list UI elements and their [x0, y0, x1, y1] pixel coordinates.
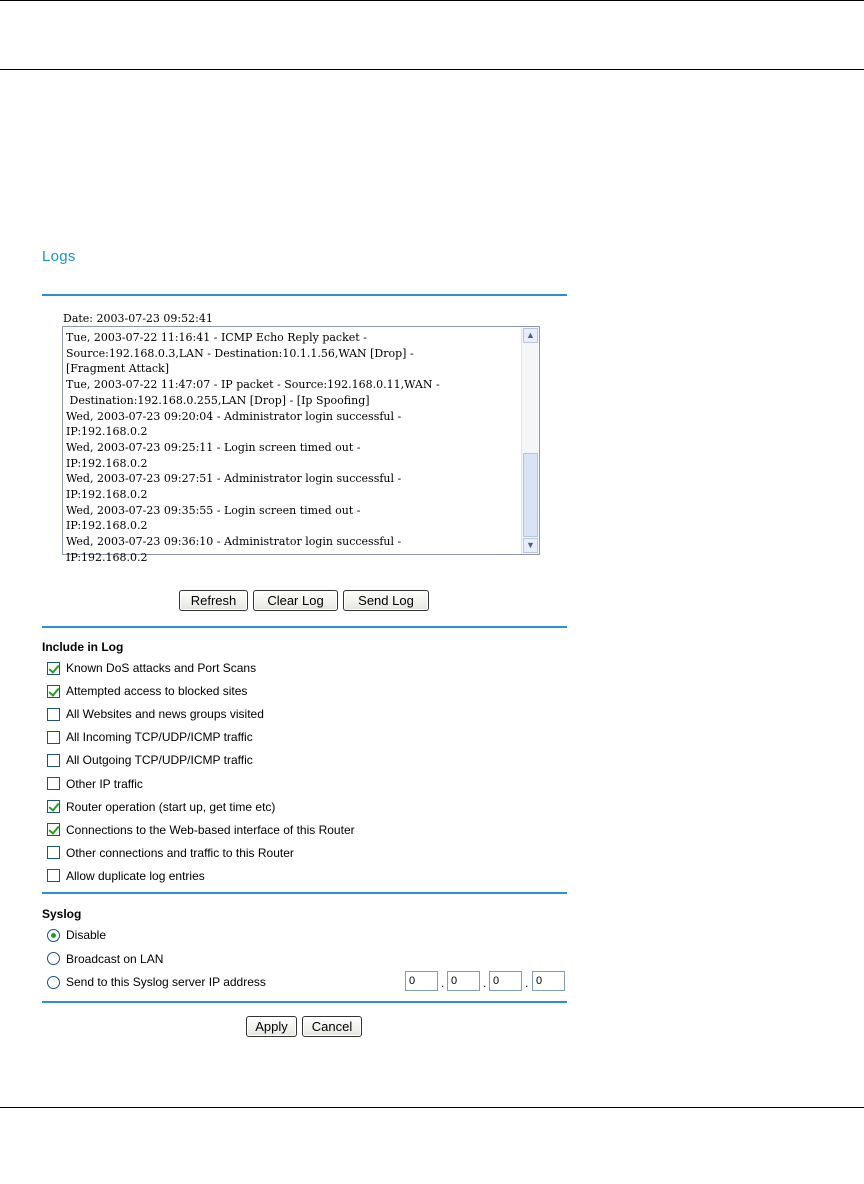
- checkbox-unchecked[interactable]: [47, 846, 60, 859]
- option-label: All Outgoing TCP/UDP/ICMP traffic: [66, 753, 253, 768]
- option-label: Other connections and traffic to this Router: [66, 845, 294, 860]
- radio-unselected[interactable]: [47, 952, 60, 965]
- log-textarea[interactable]: [62, 326, 540, 564]
- cancel-button[interactable]: Cancel: [302, 1016, 362, 1037]
- log-date: Date: 2003-07-23 09:52:41: [63, 312, 213, 325]
- syslog-heading: Syslog: [42, 907, 82, 921]
- checkbox-unchecked[interactable]: [47, 754, 60, 767]
- ip-octet-1[interactable]: 0: [405, 971, 438, 991]
- title-divider: [42, 294, 567, 296]
- send-log-button[interactable]: Send Log: [343, 590, 429, 611]
- checkbox-unchecked[interactable]: [47, 708, 60, 721]
- option-label: Router operation (start up, get time etc): [66, 799, 276, 814]
- scroll-thumb[interactable]: [523, 453, 538, 537]
- log-line: IP:192.168.0.2: [66, 550, 148, 564]
- checkbox-unchecked[interactable]: [47, 731, 60, 744]
- include-option[interactable]: [47, 660, 256, 676]
- syslog-option[interactable]: [47, 974, 266, 990]
- log-line: Wed, 2003-07-23 09:36:10 - Administrator login successful -: [66, 535, 402, 549]
- checkbox-checked[interactable]: [47, 685, 60, 698]
- option-label: Connections to the Web-based interface of this Router: [66, 822, 355, 837]
- clear-log-button[interactable]: Clear Log: [253, 590, 338, 611]
- refresh-button[interactable]: Refresh: [179, 590, 248, 611]
- include-option[interactable]: [47, 799, 275, 815]
- include-option[interactable]: [47, 706, 264, 722]
- log-line: Wed, 2003-07-23 09:25:11 - Login screen timed out -: [66, 440, 361, 454]
- option-label: Attempted access to blocked sites: [66, 684, 248, 699]
- option-label: Broadcast on LAN: [66, 951, 164, 966]
- include-option[interactable]: [47, 845, 294, 861]
- log-line: Destination:192.168.0.255,LAN [Drop] - [Ip Spoofing]: [66, 393, 370, 407]
- log-line: IP:192.168.0.2: [66, 456, 148, 470]
- include-option[interactable]: [47, 776, 143, 792]
- include-option[interactable]: [47, 822, 355, 838]
- checkbox-unchecked[interactable]: [47, 869, 60, 882]
- syslog-option[interactable]: [47, 951, 163, 967]
- section-divider: [42, 1001, 567, 1003]
- option-label: All Incoming TCP/UDP/ICMP traffic: [66, 730, 253, 745]
- radio-selected[interactable]: [47, 929, 60, 942]
- option-label: Other IP traffic: [66, 776, 143, 791]
- radio-unselected[interactable]: [47, 976, 60, 989]
- checkbox-checked[interactable]: [47, 823, 60, 836]
- ip-separator: .: [441, 976, 445, 990]
- page-title: Logs: [42, 248, 76, 265]
- apply-button[interactable]: Apply: [246, 1016, 297, 1037]
- scroll-down-icon[interactable]: ▼: [523, 538, 538, 553]
- section-divider: [42, 892, 567, 894]
- syslog-option[interactable]: [47, 927, 106, 943]
- log-line: Tue, 2003-07-22 11:16:41 - ICMP Echo Reply packet -: [66, 331, 367, 344]
- option-label: Send to this Syslog server IP address: [66, 975, 266, 989]
- scroll-up-icon[interactable]: ▲: [523, 328, 538, 343]
- log-line: Wed, 2003-07-23 09:20:04 - Administrator login successful -: [66, 409, 402, 423]
- option-label: Allow duplicate log entries: [66, 868, 205, 883]
- ip-octet-4[interactable]: 0: [532, 971, 565, 991]
- include-option[interactable]: [47, 683, 247, 699]
- checkbox-checked[interactable]: [47, 662, 60, 675]
- include-option[interactable]: [47, 752, 253, 768]
- ip-octet-2[interactable]: 0: [447, 971, 480, 991]
- top-rule: [0, 0, 864, 1]
- log-line: Wed, 2003-07-23 09:35:55 - Login screen timed out -: [66, 503, 361, 517]
- log-line: IP:192.168.0.2: [66, 519, 148, 533]
- ip-separator: .: [483, 976, 487, 990]
- log-line: Tue, 2003-07-22 11:47:07 - IP packet - Source:192.168.0.11,WAN -: [66, 378, 440, 392]
- log-entries: [66, 330, 518, 566]
- ip-octet-3[interactable]: 0: [489, 971, 522, 991]
- include-in-log-heading: Include in Log: [42, 640, 124, 654]
- checkbox-unchecked[interactable]: [47, 777, 60, 790]
- include-option[interactable]: [47, 868, 205, 884]
- option-label: Disable: [66, 928, 107, 942]
- include-option[interactable]: [47, 729, 253, 745]
- section-divider: [42, 626, 567, 628]
- log-line: Source:192.168.0.3,LAN - Destination:10.1.1.56,WAN [Drop] -: [66, 346, 414, 360]
- option-label: Known DoS attacks and Port Scans: [66, 661, 257, 675]
- footer-rule: [0, 1107, 864, 1108]
- checkbox-checked[interactable]: [47, 800, 60, 813]
- log-line: [Fragment Attack]: [66, 362, 169, 376]
- ip-separator: .: [525, 976, 529, 990]
- option-label: All Websites and news groups visited: [66, 707, 264, 722]
- log-line: IP:192.168.0.2: [66, 488, 148, 502]
- log-line: Wed, 2003-07-23 09:27:51 - Administrator login successful -: [66, 472, 402, 486]
- log-line: IP:192.168.0.2: [66, 425, 148, 439]
- header-rule: [0, 69, 864, 70]
- log-scrollbar[interactable]: [521, 327, 539, 554]
